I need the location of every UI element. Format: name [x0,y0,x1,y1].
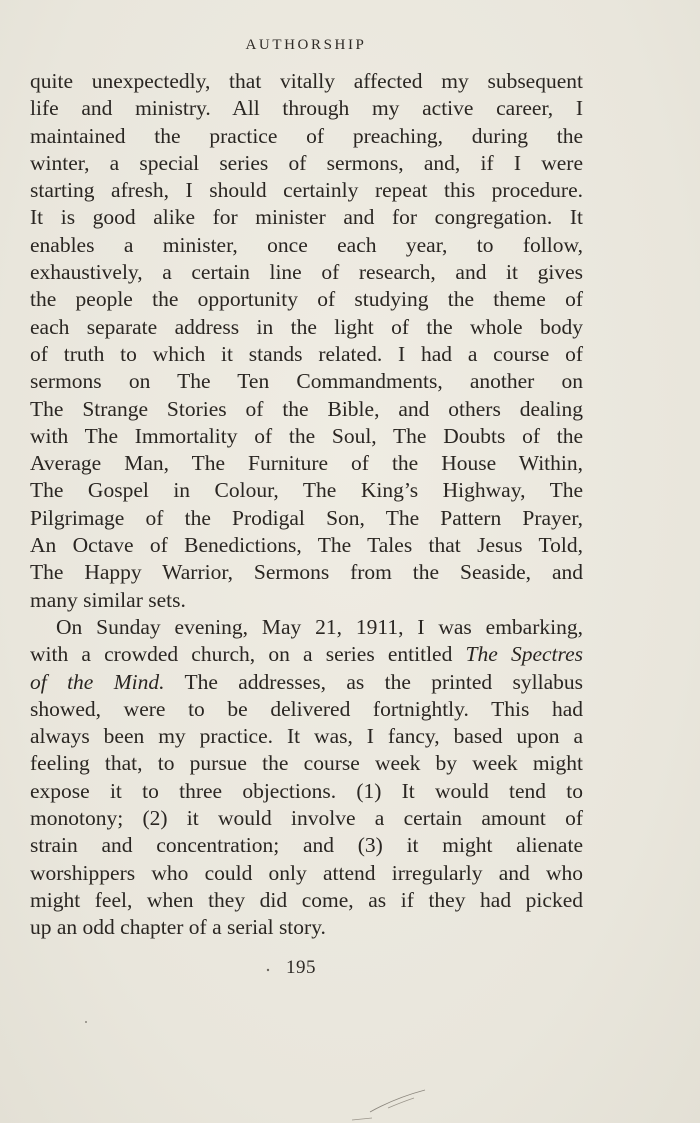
text-line [30,641,583,668]
text-line: quite unexpectedly, that vitally affected my subsequent [30,69,583,93]
text-line: many similar sets. [30,587,186,612]
text-line: The Strange Stories of the Bible, and others dealing [30,396,583,421]
text-line: expose it to three objections. (1) It would tend to [30,778,583,803]
text-run: The addresses, as the printed syllabus [164,669,584,694]
text-line: enables a minister, once each year, to follow, [30,232,583,257]
text-line: worshippers who could only attend irregularly and who [30,860,583,885]
text-line: showed, were to be delivered fortnightly. This had [30,696,583,721]
paragraph-1 [30,68,583,614]
italic-title: of the Mind. [30,669,165,694]
text-line: always been my practice. It was, I fancy, based upon a [30,724,583,749]
italic-title: The Spectres [465,642,583,667]
speck [267,969,269,971]
text-line: the people the opportunity of studying the theme of [30,287,583,312]
text-line: might feel, when they did come, as if they had picked [30,887,583,912]
text-line: with The Immortality of the Soul, The Doubts of the [30,423,583,448]
text-line: feeling that, to pursue the course week by week might [30,751,583,776]
text-line: It is good alike for minister and for congregation. It [30,205,583,230]
text-line: exhaustively, a certain line of research, and it gives [30,260,583,285]
text-line: monotony; (2) it would involve a certain amount of [30,806,583,831]
body-text [30,68,583,942]
text-line: starting afresh, I should certainly repeat this procedure. [30,178,583,203]
text-line: Pilgrimage of the Prodigal Son, The Pattern Prayer, [30,505,583,530]
text-line [30,669,583,696]
text-line: An Octave of Benedictions, The Tales that Jesus Told, [30,533,583,558]
paragraph-2 [30,614,583,942]
pencil-mark [352,1118,372,1120]
text-line: winter, a special series of sermons, and, if I were [30,150,583,175]
pencil-mark [370,1090,425,1112]
text-line: of truth to which it stands related. I had a course of [30,341,583,366]
text-run: with a crowded church, on a series entitled [30,642,466,667]
text-line: Average Man, The Furniture of the House Within, [30,451,583,476]
speck [85,1021,87,1023]
text-line: On Sunday evening, May 21, 1911, I was embarking, [56,614,583,639]
text-line: each separate address in the light of the whole body [30,314,583,339]
page-number: 195 [286,957,316,978]
text-line: strain and concentration; and (3) it might alienate [30,833,583,858]
running-head: AUTHORSHIP [245,37,367,53]
text-line: up an odd chapter of a serial story. [30,915,326,940]
pencil-mark [388,1098,414,1108]
text-line: The Gospel in Colour, The King’s Highway, The [30,478,583,503]
text-line: maintained the practice of preaching, during the [30,123,583,148]
text-line: The Happy Warrior, Sermons from the Seaside, and [30,560,583,585]
text-line: life and ministry. All through my active career, I [30,96,583,121]
text-line: sermons on The Ten Commandments, another on [30,369,583,394]
